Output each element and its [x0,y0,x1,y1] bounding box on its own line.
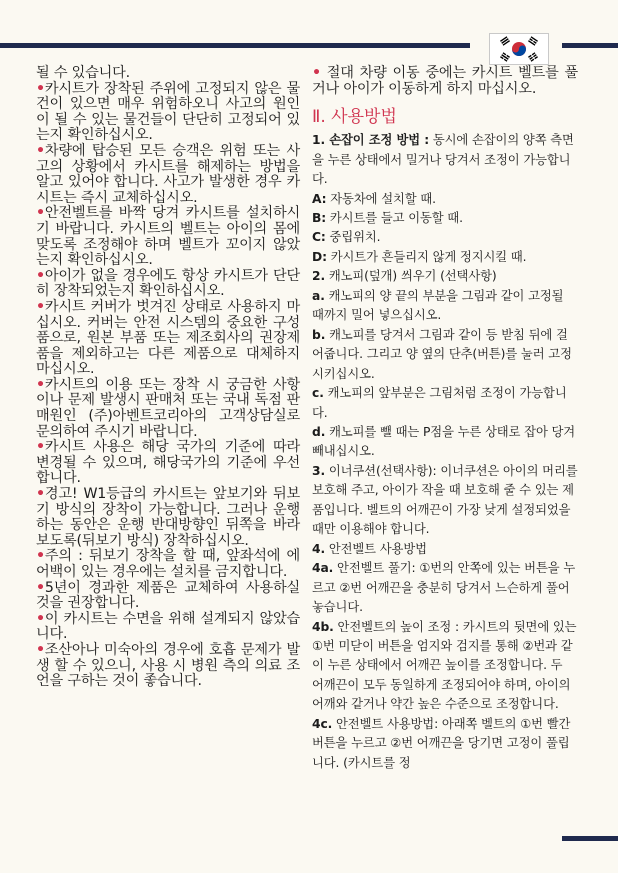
bullet-mark: • [36,142,45,159]
bullet-text: 카시트 커버가 벗겨진 상태로 사용하지 마십시오. 커버는 안전 시스템의 중요한 구성품으로, 원본 부품 또는 제조회사의 권장제품을 제외하고는 다른 제품으로 대체하지 마십시오. [36,298,300,378]
left-column [36,66,300,690]
instruction-text: 동시에 손잡이의 양쪽 측면을 누른 상태에서 밀거나 당겨서 조정이 가능합니다. [312,133,574,187]
warning-bullet-item [36,82,300,144]
bullet-mark: • [36,205,45,222]
instruction-text: 이너쿠션(선택사항): 이너쿠션은 아이의 머리를 보호해 주고, 아이가 작을 때 보호해 줄 수 있는 제품입니다. 벨트의 어깨끈이 가장 낮게 설정되었을 때만 이용해야 합니다. [312,463,578,537]
bullet-text: 카시트 사용은 해당 국가의 기준에 따라 변경될 수 있으며, 해당국가의 기준에 우선합니다. [36,439,300,487]
warning-bullet-item [36,643,300,690]
bullet-mark: • [312,65,321,81]
instruction-text: 안전벨트의 높이 조정 : 카시트의 뒷면에 있는 ①번 미닫이 버튼을 엄지와 검지를 통해 ②번과 같이 누른 상태에서 어깨끈 높이를 조정합니다. 두 어깨끈이 모두 동일하게 조정되어야 하며, 아이의 어깨와 같거나 약간 높은 수준으로 조정합니다. [312,619,577,712]
instruction-label: D: [312,249,327,264]
warning-bullet-item [312,66,578,97]
bullet-mark: • [36,548,45,565]
warning-bullet-item [36,66,300,82]
right-column [312,66,578,773]
instruction-text: 캐노피를 당겨서 그림과 같이 등 받침 뒤에 걸어줍니다. 그리고 양 옆의 단추(버튼)를 눌러 고정 시키십시오. [312,327,572,381]
instruction-label: B: [312,211,327,225]
instruction-item [312,131,578,189]
instruction-text: 캐노피의 앞부분은 그림처럼 조정이 가능합니다. [312,386,567,420]
warning-bullet-item [36,144,300,206]
instruction-item [312,190,578,209]
instruction-label: 1. 손잡이 조정 방법 : [312,133,430,148]
instruction-label: c. [312,386,324,401]
instruction-text: 안전벨트 풀기: ①번의 안쪽에 있는 버튼을 누르고 ②번 어깨끈을 충분히 당겨서 느슨하게 풀어 놓습니다. [312,561,576,615]
instruction-item [312,423,578,462]
bullet-text: 차량에 탑승된 모든 승객은 위험 또는 사고의 상황에서 카시트를 해제하는 방법을 알고 있어야 합니다. 사고가 발생한 경우 카시트는 즉시 교체하십시오. [36,142,300,206]
instruction-item [312,326,578,384]
bullet-mark: • [36,486,45,503]
bullet-mark: • [36,579,45,596]
instruction-text: 자동차에 설치할 때. [326,191,436,206]
instruction-label: b. [312,327,326,342]
bullet-text: 이 카시트는 수면을 위해 설계되지 않았습니다. [36,610,300,643]
bullet-text: 5년이 경과한 제품은 교체하여 사용하실 것을 권장합니다. [36,579,300,612]
instruction-label: 4a. [312,561,334,576]
instruction-label: 3. [312,463,326,478]
instruction-text: 카시트가 흔들리지 않게 정지시킬 때. [326,249,527,264]
warning-bullet-item [36,440,300,487]
instruction-item [312,209,578,228]
instruction-label: a. [312,288,325,303]
instruction-item [312,540,578,559]
bullet-text: 경고! W1등급의 카시트는 앞보기와 뒤보기 방식의 장착이 가능합니다. 그러나 운행하는 동안은 운행 반대방향인 뒤쪽을 바라보도록(뒤보기 방식) 장착하십시오. [36,486,300,549]
instruction-item [312,384,578,423]
bullet-text: 될 수 있습니다. [36,65,130,81]
bullet-mark: • [36,610,45,627]
warning-bullet-item [36,269,300,300]
bullet-mark: • [36,641,45,658]
section-title: Ⅱ. 사용방법 [312,107,397,128]
instruction-label: 4. [312,541,326,556]
bullet-text: 주의 : 뒤보기 장착을 할 때, 앞좌석에 에어백이 있는 경우에는 설치를 금지합니다. [36,548,300,580]
instruction-item [312,618,578,715]
instruction-label: 2. [312,269,326,284]
header-bar-left [0,43,470,48]
instruction-label: d. [312,424,326,439]
bullet-text: 카시트의 이용 또는 장착 시 궁금한 사항이나 문제 발생시 판매처 또는 국내 독점 판매원인 (주)아벤트코리아의 고객상담실로 문의하여 주시기 바랍니다. [36,376,300,440]
bullet-text: 카시트가 장착된 주위에 고정되지 않은 물건이 있으면 매우 위험하오니 사고의 원인이 될 수 있는 물건들이 단단히 고정되어 있는지 확인하십시오. [36,80,300,144]
instruction-label: C: [312,230,326,245]
header-bar-right [562,43,618,48]
instruction-text: 중립위치. [325,230,381,245]
warning-bullet-item [36,549,300,580]
instruction-label: 4b. [312,619,334,634]
instruction-text: 캐노피(덮개) 씌우기 (선택사항) [325,269,497,284]
bullet-mark: • [36,80,45,97]
bullet-text: 아이가 없을 경우에도 항상 카시트가 단단히 장착되었는지 확인하십시오. [36,267,300,300]
instruction-label: A: [312,191,327,206]
instruction-text: 카시트를 들고 이동할 때. [326,211,463,225]
bullet-mark: • [36,439,45,456]
instruction-item [312,287,578,326]
instruction-label: 4c. [312,716,333,731]
instruction-item [312,462,578,540]
bullet-mark: • [36,298,45,315]
warning-bullet-item [36,581,300,612]
warning-bullet-item [36,378,300,440]
korean-flag-icon [489,33,549,65]
bullet-text: 절대 차량 이동 중에는 카시트 벨트를 풀거나 아이가 이동하게 하지 마십시오. [312,65,579,97]
instruction-text: 캐노피의 양 끝의 부분을 그림과 같이 고정될 때까지 밀어 넣으십시오. [312,288,564,323]
bullet-text: 조산아나 미숙아의 경우에 호흡 문제가 발생 할 수 있으니, 사용 시 병원 측의 의료 조언을 구하는 것이 좋습니다. [36,641,300,690]
instruction-list [312,131,578,773]
instruction-text: 캐노피를 뺄 때는 P점을 누른 상태로 잡아 당겨 빼내십시오. [312,424,576,459]
instruction-item [312,267,578,286]
warning-bullet-item [36,206,300,268]
instruction-item [312,248,578,267]
warning-bullet-item [36,487,300,549]
instruction-item [312,559,578,617]
footer-bar [562,836,618,841]
instruction-text: 안전벨트 사용방법 [325,541,427,556]
bullet-text: 안전벨트를 바짝 당겨 카시트를 설치하시기 바랍니다. 카시트의 벨트는 아이의 몸에 맞도록 조정해야 하며 벨트가 꼬이지 않았는지 확인하십시오. [36,205,300,269]
instruction-item [312,715,578,773]
warning-bullet-item [36,300,300,378]
bullet-mark: • [36,267,45,284]
instruction-item [312,228,578,247]
bullet-mark: • [36,376,45,393]
warning-bullet-item [36,612,300,643]
instruction-text: 안전벨트 사용방법: 아래쪽 벨트의 ①번 빨간 버튼을 누르고 ②번 어깨끈을 당기면 고정이 풀립니다. (카시트를 정 [312,716,571,770]
